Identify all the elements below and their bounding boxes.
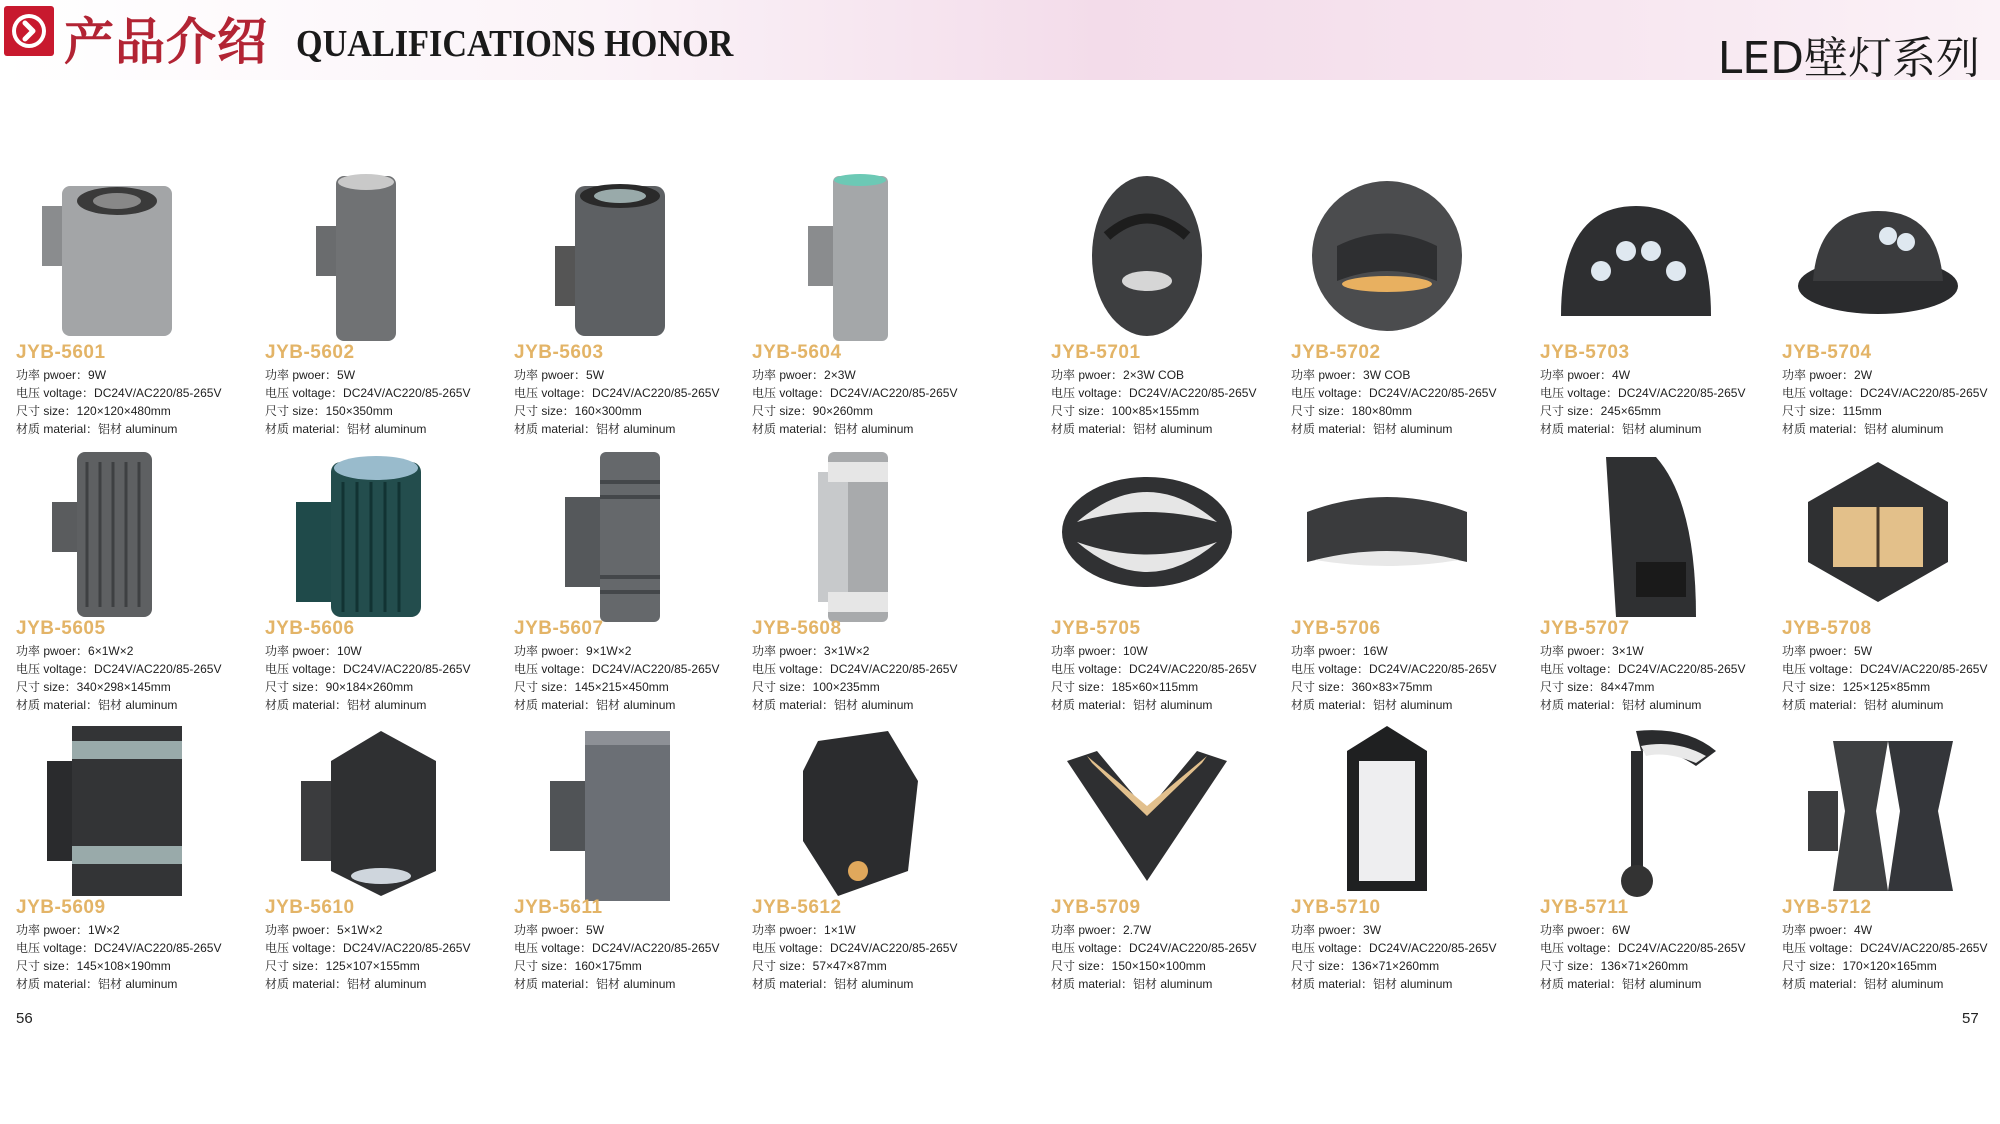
- hexagon-wall-lamp-icon: [758, 721, 938, 901]
- spec-power: 功率 pwoer：3W COB: [1291, 368, 1411, 382]
- spec-power: 功率 pwoer：5W: [1782, 644, 1873, 658]
- product-item: [1540, 725, 1770, 991]
- product-model: JYB-5608: [752, 618, 842, 639]
- cylinder-wall-lamp-icon: [271, 166, 451, 346]
- product-model: JYB-5606: [265, 618, 355, 639]
- cube-wall-lamp-icon: [271, 721, 451, 901]
- dome-lamp-icon: [1788, 166, 1968, 346]
- spec-voltage: 电压 voltage：DC24V/AC220/85-265V: [752, 941, 958, 955]
- cylinder-wall-lamp-icon: [520, 166, 700, 346]
- product-item: [16, 446, 246, 712]
- spec-material: 材质 material：铝材 aluminum: [1051, 698, 1213, 712]
- bracket-wall-lamp-icon: [1546, 721, 1726, 901]
- spec-voltage: 电压 voltage：DC24V/AC220/85-265V: [16, 941, 222, 955]
- spec-size: 尺寸 size：90×184×260mm: [265, 680, 414, 694]
- spec-size: 尺寸 size：145×108×190mm: [16, 959, 171, 973]
- page-header: [0, 0, 2000, 84]
- product-item: [1291, 170, 1521, 436]
- spec-material: 材质 material：铝材 aluminum: [1291, 422, 1453, 436]
- spec-voltage: 电压 voltage：DC24V/AC220/85-265V: [16, 662, 222, 676]
- product-item: [265, 170, 495, 436]
- spec-voltage: 电压 voltage：DC24V/AC220/85-265V: [1051, 941, 1257, 955]
- product-model: JYB-5602: [265, 342, 355, 363]
- spec-material: 材质 material：铝材 aluminum: [752, 977, 914, 991]
- spec-size: 尺寸 size：145×215×450mm: [514, 680, 669, 694]
- spec-power: 功率 pwoer：5W: [514, 923, 605, 937]
- product-model: JYB-5707: [1540, 618, 1630, 639]
- product-model: JYB-5706: [1291, 618, 1381, 639]
- product-model: JYB-5604: [752, 342, 842, 363]
- spec-material: 材质 material：铝材 aluminum: [265, 698, 427, 712]
- product-item: [752, 170, 982, 436]
- spec-power: 功率 pwoer：16W: [1291, 644, 1388, 658]
- product-model: JYB-5701: [1051, 342, 1141, 363]
- arc-wall-lamp-icon: [1297, 442, 1477, 622]
- eye-wall-lamp-icon: [1057, 442, 1237, 622]
- spec-power: 功率 pwoer：2W: [1782, 368, 1873, 382]
- product-item: [16, 725, 246, 991]
- product-item: [752, 446, 982, 712]
- cylinder-wall-lamp-icon: [22, 166, 202, 346]
- spec-power: 功率 pwoer：5W: [265, 368, 356, 382]
- spec-power: 功率 pwoer：4W: [1782, 923, 1873, 937]
- spec-voltage: 电压 voltage：DC24V/AC220/85-265V: [1291, 941, 1497, 955]
- product-item: [1540, 446, 1770, 712]
- spec-voltage: 电压 voltage：DC24V/AC220/85-265V: [265, 662, 471, 676]
- spec-material: 材质 material：铝材 aluminum: [1540, 422, 1702, 436]
- spec-voltage: 电压 voltage：DC24V/AC220/85-265V: [1051, 662, 1257, 676]
- spec-voltage: 电压 voltage：DC24V/AC220/85-265V: [1291, 386, 1497, 400]
- spec-voltage: 电压 voltage：DC24V/AC220/85-265V: [1291, 662, 1497, 676]
- spec-power: 功率 pwoer：3×1W: [1540, 644, 1644, 658]
- product-model: JYB-5605: [16, 618, 106, 639]
- spec-power: 功率 pwoer：6×1W×2: [16, 644, 134, 658]
- chevron-right-icon: [4, 6, 54, 56]
- product-item: [1291, 725, 1521, 991]
- product-model: JYB-5603: [514, 342, 604, 363]
- spec-size: 尺寸 size：115mm: [1782, 404, 1882, 418]
- spec-size: 尺寸 size：360×83×75mm: [1291, 680, 1433, 694]
- product-item: [1782, 725, 2000, 991]
- half-dome-lamp-icon: [1546, 166, 1726, 346]
- round-wall-lamp-icon: [1297, 166, 1477, 346]
- spec-power: 功率 pwoer：2×3W: [752, 368, 856, 382]
- spec-size: 尺寸 size：136×71×260mm: [1291, 959, 1440, 973]
- product-model: JYB-5607: [514, 618, 604, 639]
- spec-voltage: 电压 voltage：DC24V/AC220/85-265V: [514, 662, 720, 676]
- product-item: [514, 725, 744, 991]
- spec-power: 功率 pwoer：2.7W: [1051, 923, 1152, 937]
- product-item: [1782, 170, 2000, 436]
- spec-power: 功率 pwoer：4W: [1540, 368, 1631, 382]
- spec-voltage: 电压 voltage：DC24V/AC220/85-265V: [752, 386, 958, 400]
- spec-power: 功率 pwoer：9W: [16, 368, 107, 382]
- spec-material: 材质 material：铝材 aluminum: [1782, 977, 1944, 991]
- product-model: JYB-5708: [1782, 618, 1872, 639]
- spec-size: 尺寸 size：180×80mm: [1291, 404, 1413, 418]
- spec-power: 功率 pwoer：10W: [1051, 644, 1148, 658]
- product-item: [1782, 446, 2000, 712]
- double-cone-lamp-icon: [1788, 721, 1968, 901]
- product-model: JYB-5703: [1540, 342, 1630, 363]
- spec-voltage: 电压 voltage：DC24V/AC220/85-265V: [1782, 386, 1988, 400]
- spec-material: 材质 material：铝材 aluminum: [752, 698, 914, 712]
- spec-size: 尺寸 size：90×260mm: [752, 404, 874, 418]
- ribbed-cylinder-lamp-icon: [22, 442, 202, 622]
- product-item: [1291, 446, 1521, 712]
- ribbed-cylinder-lamp-icon: [271, 442, 451, 622]
- product-item: [265, 725, 495, 991]
- product-item: [1540, 170, 1770, 436]
- product-item: [752, 725, 982, 991]
- cylinder-wall-lamp-icon: [758, 166, 938, 346]
- product-model: JYB-5601: [16, 342, 106, 363]
- spec-power: 功率 pwoer：5W: [514, 368, 605, 382]
- spec-material: 材质 material：铝材 aluminum: [514, 422, 676, 436]
- oval-wall-lamp-icon: [1057, 166, 1237, 346]
- square-updown-lamp-icon: [22, 721, 202, 901]
- spec-material: 材质 material：铝材 aluminum: [1051, 977, 1213, 991]
- spec-material: 材质 material：铝材 aluminum: [16, 422, 178, 436]
- grooved-cylinder-lamp-icon: [520, 442, 700, 622]
- product-item: [1051, 446, 1281, 712]
- product-model: JYB-5611: [514, 897, 603, 918]
- spec-size: 尺寸 size：245×65mm: [1540, 404, 1662, 418]
- spec-voltage: 电压 voltage：DC24V/AC220/85-265V: [1782, 941, 1988, 955]
- product-item: [1051, 170, 1281, 436]
- wedge-wall-lamp-icon: [1546, 442, 1726, 622]
- spec-voltage: 电压 voltage：DC24V/AC220/85-265V: [514, 941, 720, 955]
- v-shape-wall-lamp-icon: [1057, 721, 1237, 901]
- spec-material: 材质 material：铝材 aluminum: [1782, 698, 1944, 712]
- spec-material: 材质 material：铝材 aluminum: [1540, 977, 1702, 991]
- spec-material: 材质 material：铝材 aluminum: [265, 422, 427, 436]
- spec-material: 材质 material：铝材 aluminum: [1291, 698, 1453, 712]
- spec-material: 材质 material：铝材 aluminum: [16, 977, 178, 991]
- page-number-right: 57: [1962, 1010, 1979, 1027]
- spec-size: 尺寸 size：136×71×260mm: [1540, 959, 1689, 973]
- spec-size: 尺寸 size：150×150×100mm: [1051, 959, 1206, 973]
- page-number-left: 56: [16, 1010, 33, 1027]
- header-title-cn: 产品介绍: [64, 12, 268, 71]
- spec-material: 材质 material：铝材 aluminum: [1540, 698, 1702, 712]
- product-model: JYB-5609: [16, 897, 106, 918]
- spec-power: 功率 pwoer：10W: [265, 644, 362, 658]
- spec-voltage: 电压 voltage：DC24V/AC220/85-265V: [1540, 941, 1746, 955]
- spec-size: 尺寸 size：100×235mm: [752, 680, 880, 694]
- spec-voltage: 电压 voltage：DC24V/AC220/85-265V: [1540, 386, 1746, 400]
- spec-size: 尺寸 size：125×107×155mm: [265, 959, 420, 973]
- spec-voltage: 电压 voltage：DC24V/AC220/85-265V: [1051, 386, 1257, 400]
- square-column-lamp-icon: [520, 721, 700, 901]
- glass-cylinder-lamp-icon: [758, 442, 938, 622]
- spec-size: 尺寸 size：340×298×145mm: [16, 680, 171, 694]
- product-model: JYB-5610: [265, 897, 355, 918]
- product-item: [265, 446, 495, 712]
- product-item: [514, 446, 744, 712]
- lantern-wall-lamp-icon: [1297, 721, 1477, 901]
- square-box-lamp-icon: [1788, 442, 1968, 622]
- spec-power: 功率 pwoer：1×1W: [752, 923, 856, 937]
- product-item: [16, 170, 246, 436]
- header-title-en: QUALIFICATIONS HONOR: [296, 23, 734, 65]
- product-model: JYB-5710: [1291, 897, 1381, 918]
- spec-material: 材质 material：铝材 aluminum: [1782, 422, 1944, 436]
- spec-size: 尺寸 size：150×350mm: [265, 404, 393, 418]
- spec-power: 功率 pwoer：3W: [1291, 923, 1382, 937]
- spec-size: 尺寸 size：84×47mm: [1540, 680, 1655, 694]
- spec-power: 功率 pwoer：5×1W×2: [265, 923, 383, 937]
- spec-size: 尺寸 size：120×120×480mm: [16, 404, 171, 418]
- spec-material: 材质 material：铝材 aluminum: [752, 422, 914, 436]
- spec-material: 材质 material：铝材 aluminum: [1051, 422, 1213, 436]
- spec-power: 功率 pwoer：6W: [1540, 923, 1631, 937]
- spec-voltage: 电压 voltage：DC24V/AC220/85-265V: [1540, 662, 1746, 676]
- product-model: JYB-5702: [1291, 342, 1381, 363]
- spec-size: 尺寸 size：185×60×115mm: [1051, 680, 1199, 694]
- spec-voltage: 电压 voltage：DC24V/AC220/85-265V: [1782, 662, 1988, 676]
- spec-size: 尺寸 size：57×47×87mm: [752, 959, 887, 973]
- product-model: JYB-5704: [1782, 342, 1872, 363]
- product-model: JYB-5709: [1051, 897, 1141, 918]
- product-model: JYB-5612: [752, 897, 842, 918]
- spec-material: 材质 material：铝材 aluminum: [265, 977, 427, 991]
- spec-material: 材质 material：铝材 aluminum: [514, 698, 676, 712]
- spec-material: 材质 material：铝材 aluminum: [16, 698, 178, 712]
- spec-voltage: 电压 voltage：DC24V/AC220/85-265V: [752, 662, 958, 676]
- product-model: JYB-5705: [1051, 618, 1141, 639]
- spec-size: 尺寸 size：160×300mm: [514, 404, 642, 418]
- spec-power: 功率 pwoer：1W×2: [16, 923, 120, 937]
- spec-size: 尺寸 size：125×125×85mm: [1782, 680, 1931, 694]
- spec-size: 尺寸 size：100×85×155mm: [1051, 404, 1200, 418]
- spec-size: 尺寸 size：170×120×165mm: [1782, 959, 1937, 973]
- spec-voltage: 电压 voltage：DC24V/AC220/85-265V: [265, 941, 471, 955]
- spec-power: 功率 pwoer：9×1W×2: [514, 644, 632, 658]
- spec-material: 材质 material：铝材 aluminum: [1291, 977, 1453, 991]
- spec-voltage: 电压 voltage：DC24V/AC220/85-265V: [265, 386, 471, 400]
- spec-voltage: 电压 voltage：DC24V/AC220/85-265V: [16, 386, 222, 400]
- spec-power: 功率 pwoer：2×3W COB: [1051, 368, 1185, 382]
- product-item: [514, 170, 744, 436]
- spec-power: 功率 pwoer：3×1W×2: [752, 644, 870, 658]
- product-model: JYB-5711: [1540, 897, 1629, 918]
- spec-material: 材质 material：铝材 aluminum: [514, 977, 676, 991]
- product-item: [1051, 725, 1281, 991]
- product-model: JYB-5712: [1782, 897, 1872, 918]
- header-series-title: LED壁灯系列: [1717, 33, 1980, 84]
- spec-voltage: 电压 voltage：DC24V/AC220/85-265V: [514, 386, 720, 400]
- spec-size: 尺寸 size：160×175mm: [514, 959, 642, 973]
